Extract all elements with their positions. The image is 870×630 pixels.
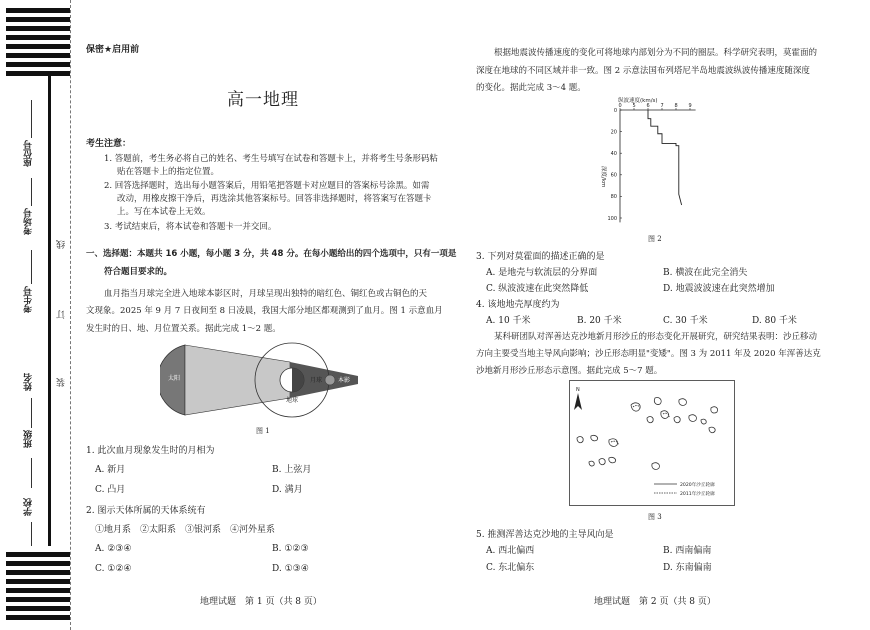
class-label: 班级 <box>24 430 34 448</box>
notice-line: 3. 考试结束后，将本试卷和答题卡一并交回。 <box>104 222 277 232</box>
barcode-bar <box>6 53 70 58</box>
passage-line: 某科研团队对浑善达克沙地新月形沙丘的形态变化开展研究，研究结果表明：沙丘移动 <box>494 332 818 342</box>
barcode-bar <box>6 35 70 40</box>
barcode-bar <box>6 588 70 593</box>
barcode-bar <box>6 26 70 31</box>
fig2-velocity-line <box>648 110 682 205</box>
binding-strip <box>0 0 75 630</box>
passage-line: 的变化。据此完成 3～4 题。 <box>476 83 586 93</box>
question-3-stem: 3. 下列对莫霍面的描述正确的是 <box>476 252 605 262</box>
section-heading: 一、选择题：本题共 16 小题，每小题 3 分，共 48 分。在每小题给出的四个选项中，只有一项是 <box>86 249 457 259</box>
fig2-y-tick-label: 60 <box>610 172 617 179</box>
figure-2-caption: 图 2 <box>648 235 662 243</box>
name-field[interactable] <box>31 398 32 428</box>
exam-room-field[interactable] <box>31 178 32 206</box>
passage-line: 文现象。2025 年 9 月 7 日夜间至 8 日凌晨，我国大部分地区都观测到了血月。图 1 示意血月 <box>86 306 443 316</box>
passage-line: 方向主要受当地主导风向影响；沙丘形态明显"变矮"。图 3 为 2011 年及 2020 年浑善达克 <box>476 349 821 359</box>
candidate-number-label: 考生号 <box>24 286 34 313</box>
barcode-bar <box>6 606 70 611</box>
barcode-bar <box>6 44 70 49</box>
school-label: 学校 <box>24 498 34 516</box>
q4-option-a[interactable]: A. 10 千米 <box>486 316 531 326</box>
exam-room-label: 考场号 <box>24 208 34 235</box>
notice-line: 上。写在本试卷上无效。 <box>117 207 211 217</box>
umbra-cone <box>185 345 290 415</box>
fig2-y-tick-label: 20 <box>610 129 617 136</box>
figure-1-caption: 图 1 <box>256 427 270 435</box>
fig2-x-label: 纵波速度(km/s) <box>618 98 658 104</box>
q2-option-a[interactable]: A. ②③④ <box>95 544 132 554</box>
figure-3-caption: 图 3 <box>648 513 662 521</box>
q1-option-a[interactable]: A. 新月 <box>95 465 126 475</box>
q4-option-b[interactable]: B. 20 千米 <box>577 316 622 326</box>
notice-line: 贴在答题卡上的指定位置。 <box>117 167 220 177</box>
moon-label: 月球 <box>310 377 323 384</box>
question-1-stem: 1. 此次血月现象发生时的月相为 <box>86 446 215 456</box>
barcode-bar <box>6 8 70 13</box>
passage-line: 深度在地球的不同区域并非一致。图 2 示意法国布列塔尼半岛地震波纵波传播速度随深度 <box>476 66 810 76</box>
q2-option-b[interactable]: B. ①②③ <box>272 544 309 554</box>
barcode-bar <box>6 570 70 575</box>
q2-option-c[interactable]: C. ①②④ <box>95 564 132 574</box>
fig2-y-tick-label: 40 <box>610 151 617 157</box>
name-label: 姓名 <box>24 373 34 391</box>
question-4-stem: 4. 该地地壳厚度约为 <box>476 300 560 310</box>
barcode-bar <box>6 17 70 22</box>
binding-line <box>48 76 51 546</box>
q5-option-a[interactable]: A. 西北偏西 <box>486 546 535 556</box>
page-footer: 地理试题 第 1 页（共 8 页） <box>200 597 322 607</box>
candidate-number-field[interactable] <box>31 250 32 284</box>
q5-option-c[interactable]: C. 东北偏东 <box>486 563 535 573</box>
q4-option-c[interactable]: C. 30 千米 <box>663 316 708 326</box>
q3-option-b[interactable]: B. 横波在此完全消失 <box>663 268 748 278</box>
q1-option-b[interactable]: B. 上弦月 <box>272 465 312 475</box>
notice-line: 改动，用橡皮擦干净后，再选涂其他答案标号。回答非选择题时，将答案写在答题卡 <box>117 194 432 204</box>
question-2-stem: 2. 图示天体所属的天体系统有 <box>86 506 206 516</box>
legend-2020-label: 2020年沙丘轮廓 <box>680 483 715 488</box>
barcode-bar <box>6 579 70 584</box>
seat-number-label: 座位号 <box>24 140 34 167</box>
q3-option-c[interactable]: C. 纵波波速在此突然降低 <box>486 284 589 294</box>
barcode-bar <box>6 561 70 566</box>
figure-2-chart <box>598 94 708 224</box>
fold-line <box>70 0 71 630</box>
question-5-stem: 5. 推测浑善达克沙地的主导风向是 <box>476 530 614 540</box>
barcode-bar <box>6 71 70 76</box>
passage-line: 发生时的日、地、月位置关系。据此完成 1～2 题。 <box>86 324 281 334</box>
moon-shape <box>325 375 335 385</box>
umbra-label: 本影 <box>338 377 351 384</box>
q4-option-d[interactable]: D. 80 千米 <box>752 316 797 326</box>
north-label: N <box>576 387 580 393</box>
q5-option-d[interactable]: D. 东南偏南 <box>663 563 712 573</box>
figure-1-diagram <box>160 340 360 420</box>
confidential-mark: 保密★启用前 <box>86 45 140 55</box>
notice-title: 考生注意： <box>86 139 132 149</box>
cut-mark-line: 线 <box>57 240 67 249</box>
section-heading: 符合题目要求的。 <box>104 267 173 277</box>
legend-2011-label: 2011年沙丘轮廓 <box>680 492 715 497</box>
earth-label: 地球 <box>286 397 299 404</box>
school-field[interactable] <box>31 522 32 546</box>
notice-line: 1. 答题前，考生务必将自己的姓名、考生号填写在试卷和答题卡上，并将考生号条形码粘 <box>104 154 438 164</box>
q2-items: ①地月系 ②太阳系 ③银河系 ④河外星系 <box>95 525 276 535</box>
passage-line: 血月指当月球完全进入地球本影区时，月球呈现出独特的暗红色、铜红色或古铜色的天 <box>104 289 428 299</box>
q5-option-b[interactable]: B. 西南偏南 <box>663 546 712 556</box>
fig2-x-tick-label: 7 <box>660 103 664 109</box>
fig2-x-tick-label: 8 <box>674 103 678 109</box>
sun-label: 太阳 <box>168 375 181 382</box>
exam-title: 高一地理 <box>227 90 299 110</box>
q3-option-d[interactable]: D. 地震波波速在此突然增加 <box>663 284 775 294</box>
page-footer: 地理试题 第 2 页（共 8 页） <box>594 597 716 607</box>
barcode-bar <box>6 597 70 602</box>
fig2-x-tick-label: 0 <box>618 103 622 109</box>
q3-option-a[interactable]: A. 是地壳与软流层的分界面 <box>486 268 598 278</box>
fig2-y-tick-label: 100 <box>607 215 617 222</box>
fig2-x-tick-label: 9 <box>688 103 692 109</box>
cut-mark-zhuang: 装 <box>57 378 67 387</box>
fig2-x-tick-label: 6 <box>646 103 650 109</box>
cut-mark-ding: 订 <box>57 310 67 319</box>
q1-option-d[interactable]: D. 满月 <box>272 485 303 495</box>
passage-line: 根据地震波传播速度的变化可将地球内部划分为不同的圈层。科学研究表明，莫霍面的 <box>494 48 818 58</box>
fig2-y-tick-label: 0 <box>613 107 617 114</box>
q2-option-d[interactable]: D. ①③④ <box>272 564 309 574</box>
passage-line: 沙地新月形沙丘形态示意图。据此完成 5～7 题。 <box>476 366 663 376</box>
q1-option-c[interactable]: C. 凸月 <box>95 485 126 495</box>
barcode-bar <box>6 615 70 620</box>
seat-number-field[interactable] <box>31 100 32 138</box>
figure-3-diagram <box>569 380 735 506</box>
fig2-y-tick-label: 80 <box>610 194 617 201</box>
fig2-y-label: 深度/km <box>600 166 606 188</box>
barcode-bar <box>6 552 70 557</box>
class-field[interactable] <box>31 458 32 488</box>
notice-line: 2. 回答选择题时，选出每小题答案后，用铅笔把答题卡对应题目的答案标号涂黑。如需 <box>104 181 430 191</box>
barcode-bar <box>6 62 70 67</box>
fig2-x-tick-label: 5 <box>632 103 636 109</box>
